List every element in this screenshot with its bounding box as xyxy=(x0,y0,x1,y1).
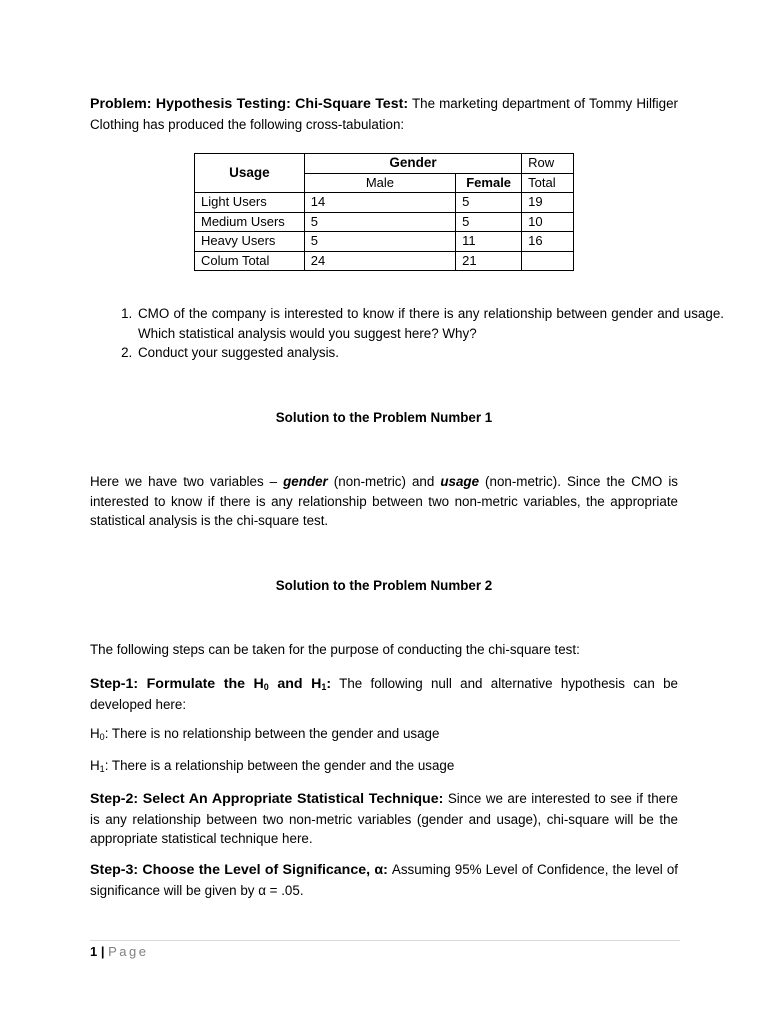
intro-paragraph xyxy=(90,94,678,134)
page-number: 1 xyxy=(90,944,98,959)
row-total-header-2: Total xyxy=(522,173,574,193)
gender-header: Gender xyxy=(304,154,521,174)
intro-text: The marketing department of Tommy Hilfiger Clothing has produced the following cross-tabulation: xyxy=(90,96,678,132)
female-cell: 5 xyxy=(456,212,522,232)
question-list xyxy=(90,304,724,363)
text-span: and H xyxy=(268,676,322,692)
total-cell: 19 xyxy=(522,193,574,213)
table-row xyxy=(195,251,574,271)
table-row xyxy=(195,232,574,252)
text-span: The following null and alternative hypothesis can be developed here: xyxy=(90,676,678,712)
row-label: Light Users xyxy=(195,193,305,213)
female-cell: 21 xyxy=(456,251,522,271)
subscript: 1 xyxy=(99,764,105,774)
solution-2-title: Solution to the Problem Number 2 xyxy=(275,578,493,593)
step-3-paragraph xyxy=(90,860,678,900)
text-span: H xyxy=(90,758,100,773)
text-span: H xyxy=(90,726,100,741)
male-cell: 14 xyxy=(304,193,455,213)
table-row xyxy=(195,212,574,232)
text-span: Since we are interested to see if there is any relationship between two non-metric variables (gender and usage), chi-square will be the appropriate statistical technique here. xyxy=(90,791,678,846)
female-cell: 5 xyxy=(456,193,522,213)
step-1-title xyxy=(90,676,331,692)
subscript: 1 xyxy=(321,682,327,692)
step-1-paragraph xyxy=(90,674,678,714)
solution-1-title: Solution to the Problem Number 1 xyxy=(275,410,493,425)
steps-intro: The following steps can be taken for the purpose of conducting the chi-square test: xyxy=(90,642,580,657)
male-header: Male xyxy=(304,173,455,193)
row-label: Colum Total xyxy=(195,251,305,271)
problem-title: Problem: Hypothesis Testing: Chi-Square Test: xyxy=(90,96,409,112)
hypothesis-h1 xyxy=(90,756,678,776)
step-3-title xyxy=(90,862,388,878)
text-span: Here we have two variables – xyxy=(90,474,284,489)
male-cell: 24 xyxy=(304,251,455,271)
page-label: Page xyxy=(108,944,149,959)
text-span: Step-1 xyxy=(90,676,134,692)
cross-tabulation-table xyxy=(194,153,574,271)
text-span: : There is a relationship between the gender and the usage xyxy=(104,758,455,773)
text-span: : There is no relationship between the gender and usage xyxy=(104,726,440,741)
footer-separator: | xyxy=(97,944,109,959)
list-item: 2. Conduct your suggested analysis. xyxy=(136,343,724,363)
text-span: (non-metric) and xyxy=(327,474,441,489)
total-cell: 10 xyxy=(522,212,574,232)
text-span: Assuming 95% Level of Confidence, the level of significance will be given by α = .05. xyxy=(90,862,678,898)
footer-divider xyxy=(90,940,680,941)
solution-1-paragraph xyxy=(90,472,678,531)
text-span: : Formulate the H xyxy=(133,676,264,692)
gender-term: gender xyxy=(283,474,328,489)
text-span: : Choose the Level of Significance, α: xyxy=(133,862,388,878)
text-span: Step-3 xyxy=(90,862,134,878)
female-cell: 11 xyxy=(456,232,522,252)
female-header: Female xyxy=(456,173,522,193)
total-cell xyxy=(522,251,574,271)
usage-header: Usage xyxy=(195,154,305,193)
male-cell: 5 xyxy=(304,232,455,252)
male-cell: 5 xyxy=(304,212,455,232)
step-2-title: Step-2: Select An Appropriate Statistical Technique: xyxy=(90,791,444,807)
text-span: : xyxy=(326,676,332,692)
subscript: 0 xyxy=(263,682,269,692)
subscript: 0 xyxy=(99,732,105,742)
list-item: 1. CMO of the company is interested to know if there is any relationship between gender and usage. Which statistical analysis would you suggest here? Why? xyxy=(136,304,724,343)
usage-term: usage xyxy=(440,474,480,489)
page-footer xyxy=(90,943,148,961)
row-label: Medium Users xyxy=(195,212,305,232)
total-cell: 16 xyxy=(522,232,574,252)
row-label: Heavy Users xyxy=(195,232,305,252)
step-2-paragraph xyxy=(90,789,678,849)
table-row xyxy=(195,193,574,213)
hypothesis-h0 xyxy=(90,724,678,744)
text-span: (non-metric). Since the CMO is interested to know if there is any relationship between two non-metric variables, the appropriate statistical analysis is the chi-square test. xyxy=(90,474,678,528)
row-total-header-1: Row xyxy=(522,154,574,174)
